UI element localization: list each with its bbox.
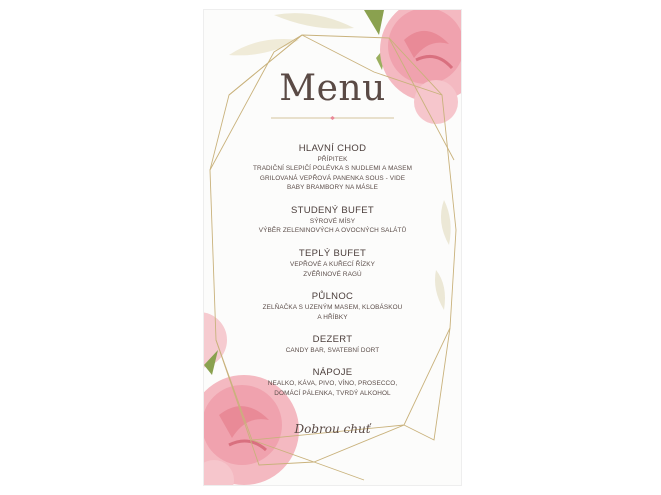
menu-item: ZELŇAČKA S UZENÝM MASEM, KLOBÁSKOU	[262, 304, 403, 312]
section-main-course	[234, 143, 431, 193]
menu-item: TRADIČNÍ SLEPIČÍ POLÉVKA S NUDLEMI A MASEM	[252, 165, 413, 173]
menu-item: PŘÍPITEK	[317, 156, 348, 163]
menu-item: VÝBĚR ZELENINOVÝCH A OVOCNÝCH SALÁTŮ	[258, 227, 407, 235]
title-divider	[271, 115, 394, 121]
section-drinks	[234, 367, 431, 398]
menu-item: ZVĚŘINOVÉ RAGÚ	[303, 270, 362, 278]
section-heading: TEPLÝ BUFET	[298, 248, 367, 260]
closing-text: Dobrou chuť	[294, 422, 371, 436]
menu-item: VEPŘOVÉ A KUŘECÍ ŘÍZKY	[290, 261, 375, 269]
menu-title: Menu	[279, 68, 386, 109]
menu-item: DOMÁCÍ PÁLENKA, TVRDÝ ALKOHOL	[274, 389, 391, 397]
section-warm-buffet	[234, 248, 431, 279]
section-heading: DEZERT	[312, 334, 353, 346]
menu-card	[204, 10, 461, 485]
menu-item: BABY BRAMBORY NA MÁSLE	[287, 184, 378, 192]
section-heading: STUDENÝ BUFET	[290, 204, 375, 216]
menu-item: CANDY BAR, SVATEBNÍ DORT	[285, 347, 380, 355]
menu-item: A HŘÍBKY	[317, 313, 348, 321]
menu-sections	[234, 143, 431, 410]
menu-item: GRILOVANÁ VEPŘOVÁ PANENKA SOUS - VIDE	[259, 174, 406, 182]
section-heading: HLAVNÍ CHOD	[298, 143, 367, 154]
section-heading: PŮLNOC	[311, 291, 354, 303]
heart-icon	[330, 116, 335, 120]
menu-item: SÝROVÉ MÍSY	[309, 217, 356, 225]
section-heading: NÁPOJE	[312, 367, 353, 379]
section-dessert	[234, 334, 431, 355]
section-cold-buffet	[234, 205, 431, 236]
menu-item: NEALKO, KÁVA, PIVO, VÍNO, PROSECCO,	[267, 380, 398, 388]
section-midnight	[234, 291, 431, 322]
